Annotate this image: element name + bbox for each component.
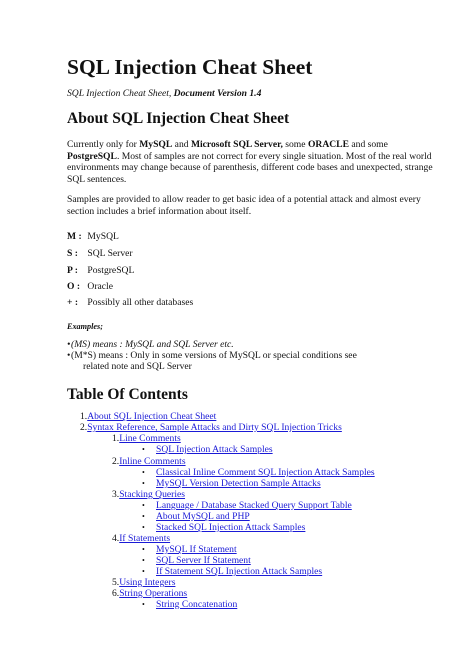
bullet-icon: •: [142, 567, 145, 576]
toc-link-stacked-query-support[interactable]: Language / Database Stacked Query Support Table: [156, 500, 352, 511]
toc-link-sqlserver-if[interactable]: SQL Server If Statement: [156, 555, 251, 566]
toc-link-line-comment-samples[interactable]: SQL Injection Attack Samples: [156, 444, 273, 455]
page-title: SQL Injection Cheat Sheet: [67, 55, 313, 79]
bullet-icon: •: [142, 468, 145, 477]
toc-item: 2.Inline Comments: [112, 456, 186, 467]
toc-item: [142, 478, 321, 489]
toc-heading: Table Of Contents: [67, 386, 188, 403]
toc-item: 2.Syntax Reference, Sample Attacks and Dirty SQL Injection Tricks: [80, 422, 342, 433]
toc-link-if-samples[interactable]: If Statement SQL Injection Attack Samples: [156, 566, 323, 577]
toc-link-if-statements[interactable]: If Statements: [119, 533, 171, 544]
toc-link-about[interactable]: About SQL Injection Cheat Sheet: [87, 411, 217, 422]
toc-item: [142, 444, 273, 455]
toc-link-inline-comments[interactable]: Inline Comments: [119, 456, 186, 467]
subtitle-version: Document Version 1.4: [173, 88, 262, 99]
toc-link-using-integers[interactable]: Using Integers: [119, 577, 176, 588]
toc-item: [142, 500, 352, 511]
db-legend-sqlserver: S : SQL Server: [67, 248, 133, 259]
db-legend-mysql: M : MySQL: [67, 231, 119, 242]
bullet-icon: •: [142, 545, 145, 554]
subtitle-prefix: SQL Injection Cheat Sheet,: [67, 88, 174, 99]
toc-item: 1.About SQL Injection Cheat Sheet: [80, 411, 217, 422]
toc-item: [142, 467, 375, 478]
toc-item: 5.Using Integers: [112, 577, 176, 588]
about-paragraph-2: Samples are provided to allow reader to get basic idea of a potential attack and almost every section includes a brief information about itself.: [67, 194, 421, 217]
bullet-icon: •: [142, 512, 145, 521]
toc-link-syntax-reference[interactable]: Syntax Reference, Sample Attacks and Dirty SQL Injection Tricks: [87, 422, 342, 433]
toc-link-string-concatenation[interactable]: String Concatenation: [156, 599, 238, 610]
document-subtitle: [67, 88, 261, 99]
toc-item: 1.Line Comments: [112, 433, 181, 444]
toc-link-line-comments[interactable]: Line Comments: [119, 433, 181, 444]
example-item: •(M*S) means : Only in some versions of MySQL or special conditions see related note and SQL Server: [67, 350, 357, 372]
toc-item: 3.Stacking Queries: [112, 489, 186, 500]
toc-link-mysql-version-detection[interactable]: MySQL Version Detection Sample Attacks: [156, 478, 321, 489]
db-legend-postgresql: P : PostgreSQL: [67, 265, 135, 276]
toc-link-mysql-php[interactable]: About MySQL and PHP: [156, 511, 250, 522]
toc-link-stacking-queries[interactable]: Stacking Queries: [119, 489, 186, 500]
bullet-icon: •: [142, 479, 145, 488]
toc-link-stacked-samples[interactable]: Stacked SQL Injection Attack Samples: [156, 522, 306, 533]
toc-item: 6.String Operations: [112, 588, 188, 599]
bullet-icon: •: [142, 556, 145, 565]
about-heading: About SQL Injection Cheat Sheet: [67, 110, 290, 127]
toc-item: [142, 522, 305, 533]
db-legend-other: + : Possibly all other databases: [67, 297, 194, 308]
toc-item: [142, 566, 322, 577]
toc-link-classical-inline-comment[interactable]: Classical Inline Comment SQL Injection Attack Samples: [156, 467, 375, 478]
about-paragraph-1: Currently only for MySQL and Microsoft SQL Server, some ORACLE and some PostgreSQL. Most of samples are not correct for every single situation. Most of the real world environments may change because of parenthesis, different code bases and unexpected, strange SQL sentences.: [67, 139, 433, 185]
examples-label: Examples;: [67, 322, 103, 331]
toc-item: [142, 599, 237, 610]
bullet-icon: •: [142, 501, 145, 510]
bullet-icon: •: [142, 600, 145, 609]
bullet-icon: •: [142, 523, 145, 532]
toc-item: [142, 555, 251, 566]
bullet-icon: •: [142, 445, 145, 454]
toc-link-mysql-if[interactable]: MySQL If Statement: [156, 544, 237, 555]
toc-item: [142, 511, 250, 522]
toc-link-string-operations[interactable]: String Operations: [119, 588, 188, 599]
example-item: •(MS) means : MySQL and SQL Server etc.: [67, 339, 234, 350]
toc-item: 4.If Statements: [112, 533, 171, 544]
toc-item: [142, 544, 237, 555]
db-legend-oracle: O : Oracle: [67, 281, 113, 292]
